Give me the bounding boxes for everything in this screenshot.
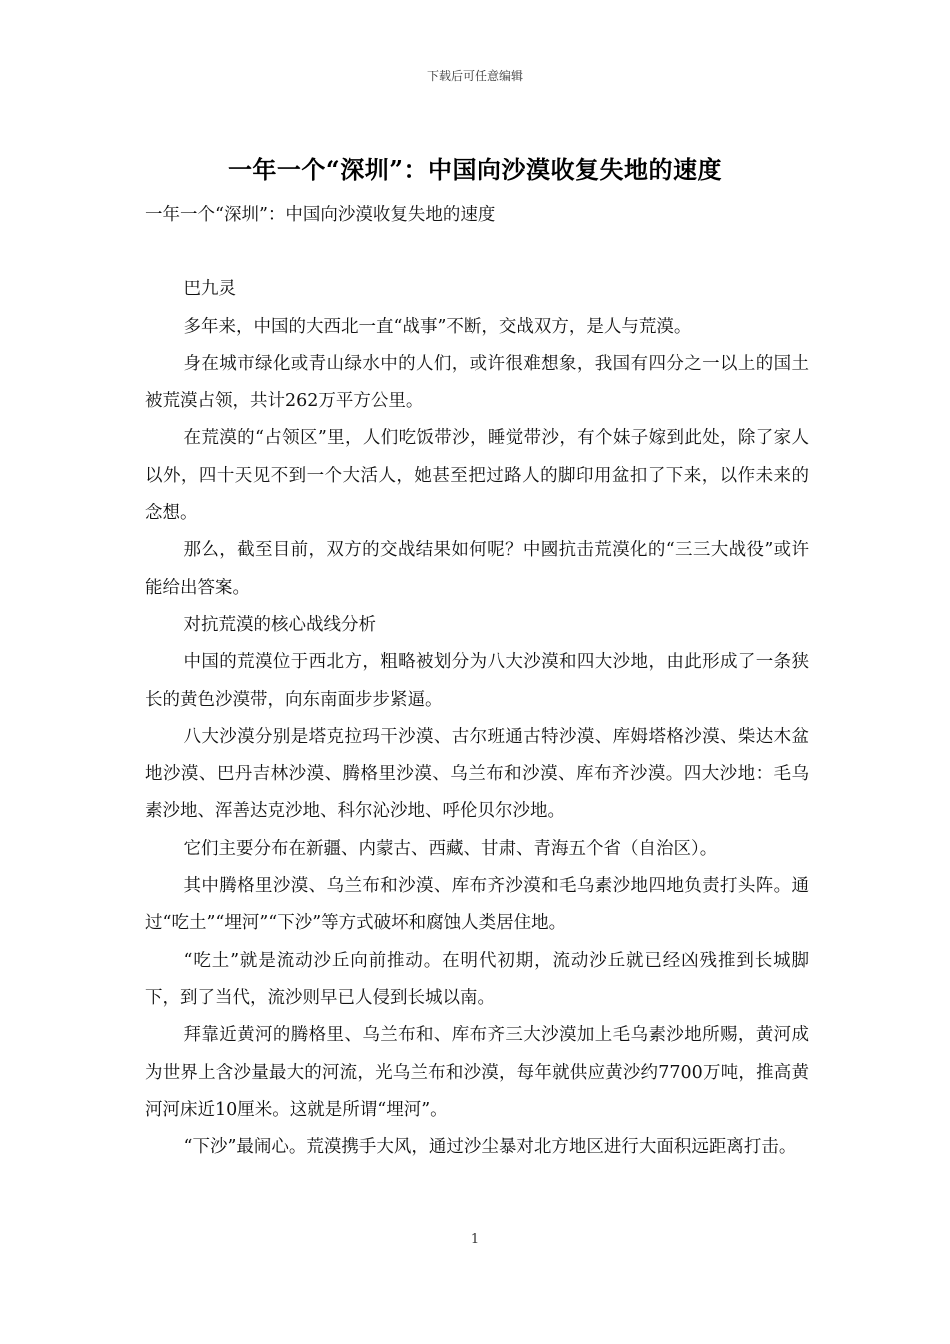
- paragraph: “下沙”最闹心。荒漠携手大风，通过沙尘暴对北方地区进行大面积远距离打击。: [183, 1137, 797, 1158]
- blank-line: [145, 234, 809, 271]
- page-number: 1: [470, 1232, 480, 1247]
- author: 巴九灵: [183, 279, 236, 300]
- paragraph: 其中腾格里沙漠、乌兰布和沙漠、库布齐沙漠和毛乌素沙地四地负责打头阵。通过“吃土”“埋河”“下沙”等方式破坏和腐蚀人类居住地。: [145, 876, 809, 934]
- section-heading: 对抗荒漠的核心战线分析: [183, 614, 376, 635]
- paragraph: 拜靠近黄河的腾格里、乌兰布和、库布齐三大沙漠加上毛乌素沙地所赐，黄河成为世界上含沙量最大的河流，光乌兰布和沙漠，每年就供应黄沙约7700万吨，推高黄河河床近10厘米。这就是所谓“埋河”。: [145, 1025, 809, 1120]
- paragraph: 八大沙漠分别是塔克拉玛干沙漠、古尔班通古特沙漠、库姆塔格沙漠、柴达木盆地沙漠、巴丹吉林沙漠、腾格里沙漠、乌兰布和沙漠、库布齐沙漠。四大沙地：毛乌素沙地、浑善达克沙地、科尔沁沙地、呼伦贝尔沙地。: [145, 726, 809, 822]
- paragraph: 多年来，中国的大西北一直“战事”不断，交战双方，是人与荒漠。: [183, 316, 692, 337]
- paragraph: 那么，截至目前，双方的交战结果如何呢？中國抗击荒漠化的“三三大战役”或许能给出答案。: [145, 540, 809, 598]
- page-header: 下载后可任意编辑: [426, 69, 523, 83]
- subtitle: 一年一个“深圳”：中国向沙漠收复失地的速度: [145, 205, 496, 225]
- paragraph: 身在城市绿化或青山绿水中的人们，或许很难想象，我国有四分之一以上的国土被荒漠占领，共计262万平方公里。: [145, 353, 809, 412]
- paragraph: 在荒漠的“占领区”里，人们吃饭带沙，睡觉带沙，有个妹子嫁到此处，除了家人以外，四十天见不到一个大活人，她甚至把过路人的脚印用盆扣了下来，以作未来的念想。: [145, 428, 809, 524]
- paragraph: 它们主要分布在新疆、内蒙古、西藏、甘肃、青海五个省（自治区）。: [183, 838, 718, 859]
- paragraph: 中国的荒漠位于西北方，粗略被划分为八大沙漠和四大沙地，由此形成了一条狭长的黄色沙漠带，向东南面步步紧逼。: [145, 652, 809, 710]
- paragraph: “吃土”就是流动沙丘向前推动。在明代初期，流动沙丘就已经凶残推到长城脚下，到了当代，流沙则早已人侵到长城以南。: [145, 950, 809, 1008]
- page-title: 一年一个“深圳”：中国向沙漠收复失地的速度: [227, 155, 723, 184]
- document-body: [145, 197, 809, 1166]
